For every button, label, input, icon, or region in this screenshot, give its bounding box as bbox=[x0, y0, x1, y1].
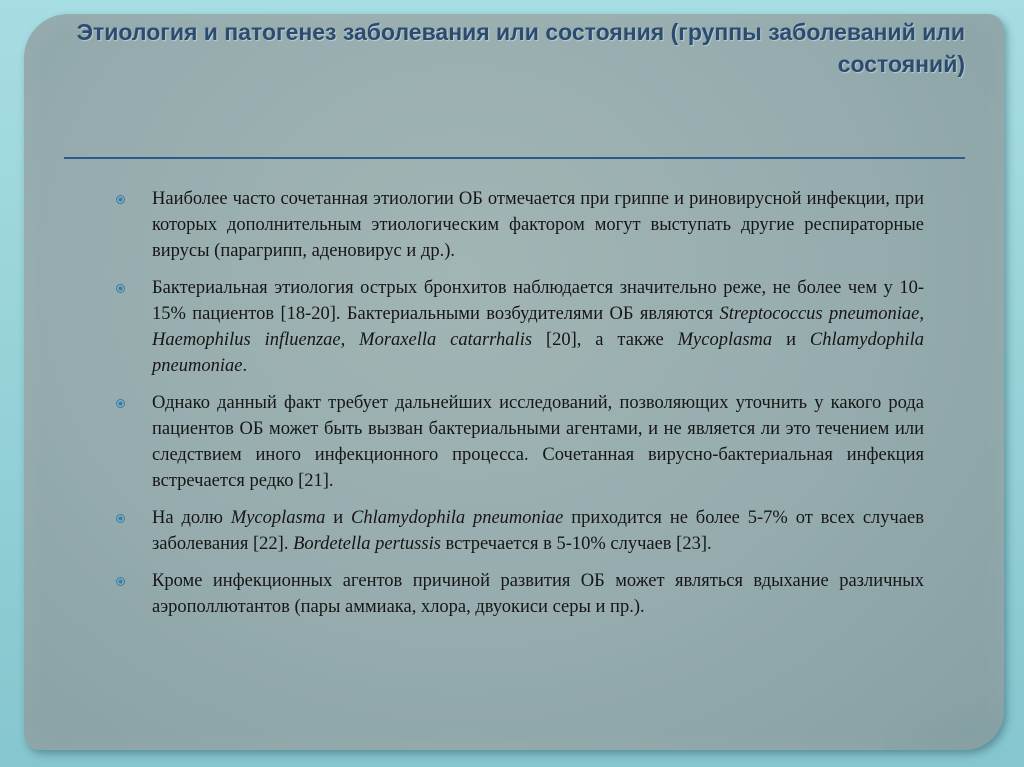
title-divider bbox=[64, 157, 965, 159]
bullet-text bbox=[152, 505, 924, 557]
bullet-icon bbox=[116, 195, 125, 204]
bullet-list bbox=[116, 186, 924, 631]
bullet-item bbox=[116, 186, 924, 264]
italic-term: Bordetella pertussis bbox=[293, 534, 441, 554]
bullet-icon bbox=[116, 514, 125, 523]
text-run: встречается в 5-10% случаев [23]. bbox=[440, 534, 712, 554]
bullet-text bbox=[152, 186, 924, 264]
italic-term: Mycoplasma bbox=[230, 508, 326, 528]
text-run: и bbox=[772, 330, 810, 350]
text-run: и bbox=[325, 508, 352, 528]
bullet-text bbox=[152, 275, 924, 379]
slide-title: Этиология и патогенез заболевания или состояния (группы заболеваний или состояний) bbox=[76, 19, 965, 77]
italic-term: Chlamydophila pneumoniae bbox=[351, 508, 564, 528]
bullet-item bbox=[116, 568, 924, 620]
text-run: На долю bbox=[152, 508, 231, 528]
bullet-icon bbox=[116, 284, 125, 293]
text-run: Бактериальная этиология острых бронхитов наблюдается значительно реже, не более чем у 10-15% пациентов [18-20]. Бактериальными возбудителями ОБ являются bbox=[152, 278, 924, 324]
italic-term: Mycoplasma bbox=[677, 330, 773, 350]
text-run: [20], а также bbox=[532, 330, 678, 350]
text-run: приходится не более 5-7% от всех случаев заболевания [22]. bbox=[152, 508, 924, 554]
bullet-text bbox=[152, 568, 924, 620]
text-run: . bbox=[242, 356, 248, 376]
bullet-item bbox=[116, 275, 924, 379]
text-run: Кроме инфекционных агентов причиной развития ОБ может являться вдыхание различных аэрополлютантов (пары аммиака, хлора, двуокиси серы и пр.). bbox=[152, 571, 924, 617]
bullet-item bbox=[116, 390, 924, 494]
bullet-icon bbox=[116, 577, 125, 586]
text-run: Наиболее часто сочетанная этиологии ОБ отмечается при гриппе и риновирусной инфекции, при которых дополнительным этиологическим фактором могут выступать другие респираторные вирусы (парагрипп, аденовирус и др.). bbox=[152, 189, 924, 261]
page-curl-decoration bbox=[884, 680, 1004, 750]
text-run: Однако данный факт требует дальнейших исследований, позволяющих уточнить у какого рода пациентов ОБ может быть вызван бактериальными агентами, и не является ли это течением или следствием иного инфекционного процесса. Сочетанная вирусно-бактериальная инфекция встречается редко [21]. bbox=[152, 393, 924, 491]
italic-term: Chlamydophila pneumoniae bbox=[152, 330, 924, 376]
bullet-item bbox=[116, 505, 924, 557]
bullet-icon bbox=[116, 399, 125, 408]
italic-term: Streptococcus pneumoniae, Haemophilus influenzae, Moraxella catarrhalis bbox=[152, 304, 924, 350]
bullet-text bbox=[152, 390, 924, 494]
